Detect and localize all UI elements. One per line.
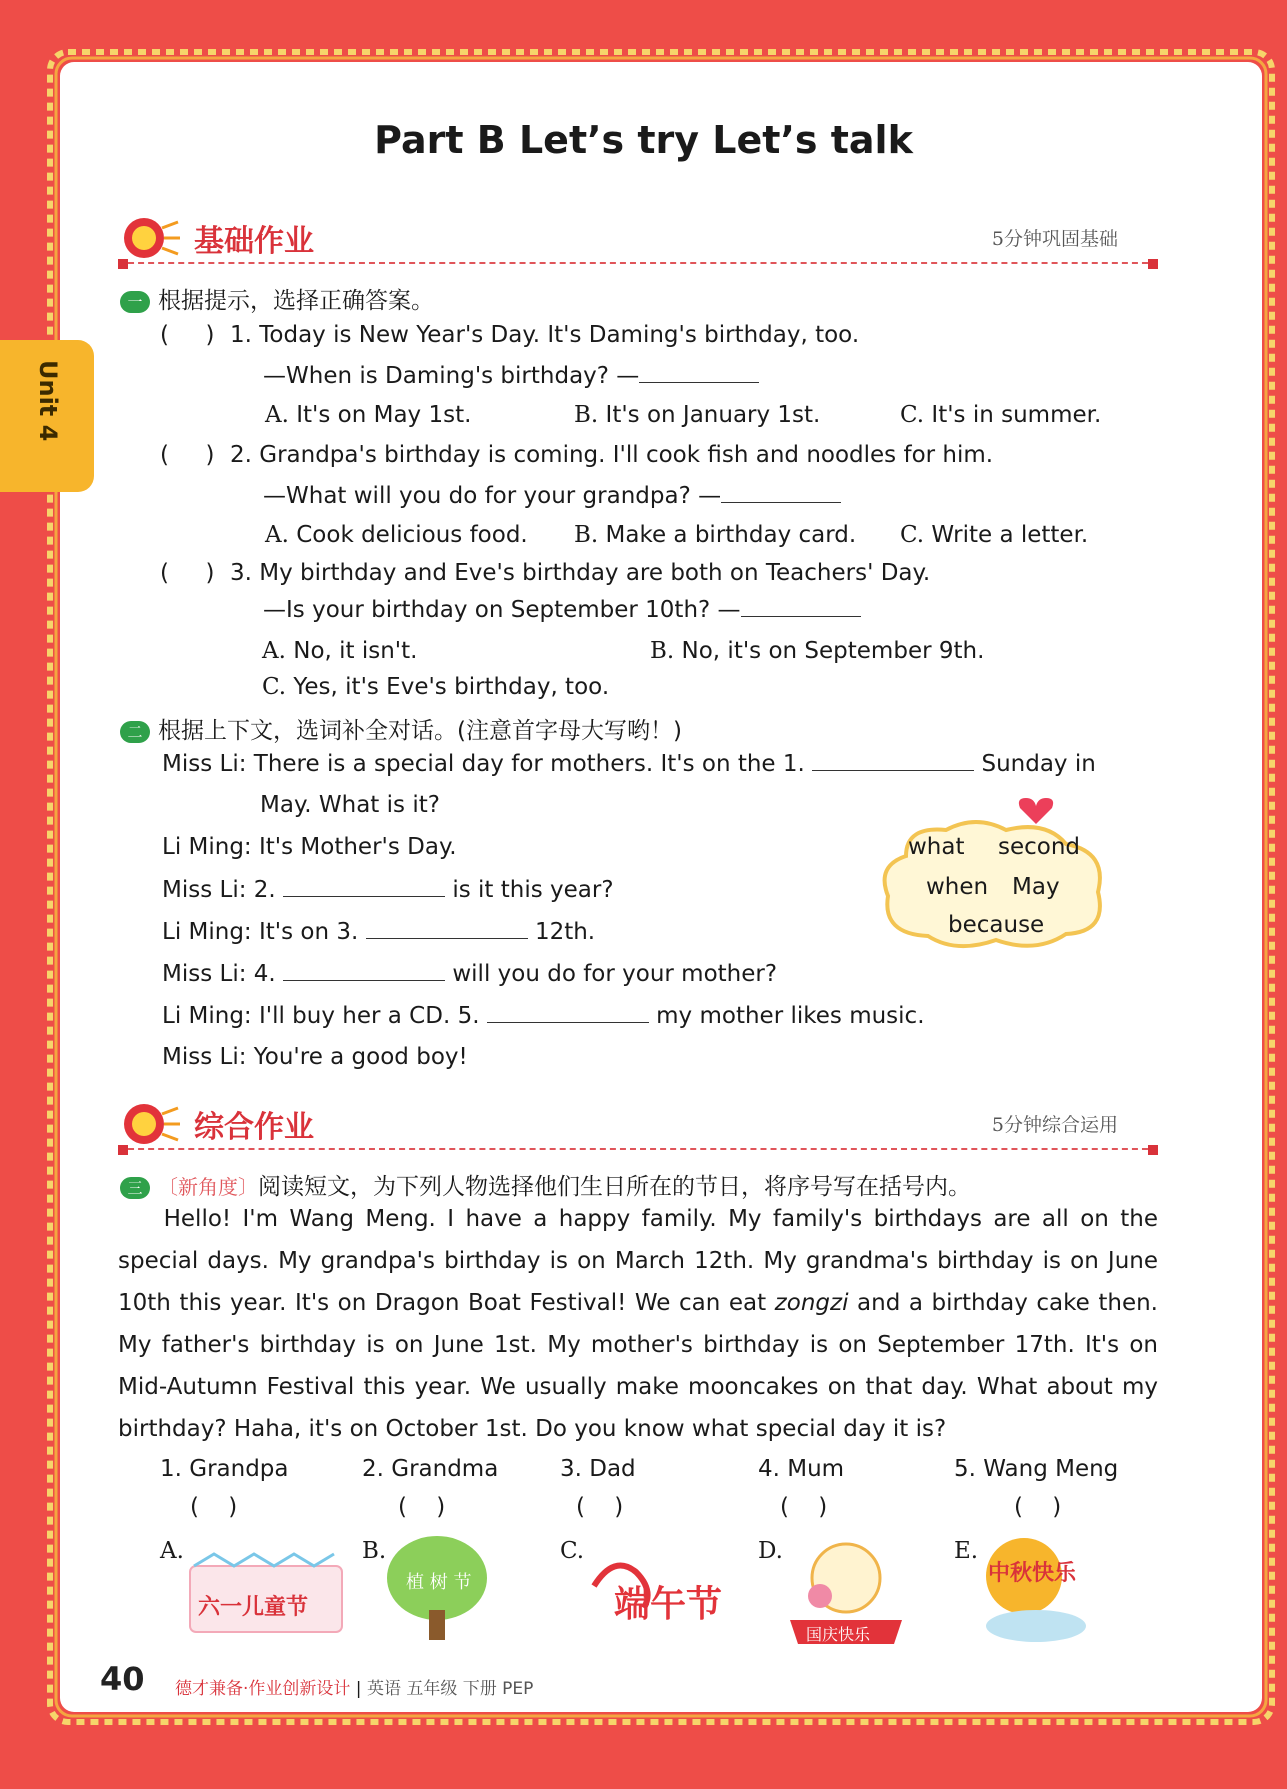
option-1c: C. It's in summer. — [900, 402, 1102, 428]
person-4: 4. Mum — [758, 1456, 845, 1482]
part3-instruction: 阅读短文，为下列人物选择他们生日所在的节日，将序号写在括号内。 — [258, 1174, 971, 1200]
dialog-line-3: Li Ming: It's Mother's Day. — [162, 834, 457, 860]
pic-letter-c: C. — [560, 1538, 585, 1564]
option-3c: C. Yes, it's Eve's birthday, too. — [262, 674, 610, 700]
section-comprehensive-label: 综合作业 — [194, 1110, 314, 1145]
dialog-line-4: Miss Li: 2. is it this year? — [162, 877, 614, 903]
unit-tab-label: Unit 4 — [34, 360, 62, 442]
option-3a: A. No, it isn't. — [262, 638, 418, 664]
option-2a: A. Cook delicious food. — [265, 522, 528, 548]
question-stem-3: 3. My birthday and Eve's birthday are both on Teachers' Day. — [230, 560, 931, 586]
question-dialog-1: —When is Daming's birthday? — — [263, 362, 759, 389]
word-what: what — [908, 834, 965, 860]
national-day-picture — [784, 1534, 908, 1646]
tree-planting-text: 植 树 节 — [406, 1572, 472, 1593]
option-1b: B. It's on January 1st. — [574, 402, 821, 428]
answer-paren-p4[interactable]: ( ) — [780, 1494, 828, 1520]
question-stem-1: 1. Today is New Year's Day. It's Daming's birthday, too. — [230, 322, 860, 348]
answer-paren-p5[interactable]: ( ) — [1014, 1494, 1062, 1520]
dragon-boat-text: 端午节 — [614, 1584, 723, 1625]
section-comprehensive-sub: 5分钟综合运用 — [991, 1114, 1118, 1136]
footer-brand: 德才兼备·作业创新设计 — [175, 1679, 351, 1699]
national-day-text: 国庆快乐 — [806, 1625, 871, 1644]
section-basic-sub: 5分钟巩固基础 — [991, 228, 1118, 250]
option-3b: B. No, it's on September 9th. — [650, 638, 985, 664]
word-bank-cloud — [876, 816, 1110, 954]
option-2b: B. Make a birthday card. — [574, 522, 857, 548]
person-1: 1. Grandpa — [160, 1456, 289, 1482]
footer-info: 德才兼备·作业创新设计 | 英语 五年级 下册 PEP — [175, 1679, 534, 1699]
answer-paren-2[interactable]: ( ) — [160, 442, 215, 468]
part1-heading — [120, 282, 434, 315]
tree-planting-day-picture — [382, 1532, 492, 1644]
dialog-line-6: Miss Li: 4. will you do for your mother? — [162, 961, 778, 987]
childrens-day-picture — [188, 1552, 344, 1634]
section-basic-header — [118, 212, 1158, 262]
pic-letter-a: A. — [160, 1538, 184, 1564]
part2-instruction: 根据上下文，选词补全对话。(注意首字母大写哟！) — [158, 718, 682, 744]
pic-letter-e: E. — [954, 1538, 979, 1564]
dialog-line-7: Li Ming: I'll buy her a CD. 5. my mother likes music. — [162, 1003, 925, 1029]
part3-number: 三 — [120, 1177, 150, 1199]
part3-tag: 〔新角度〕 — [158, 1175, 258, 1199]
dragon-boat-festival-picture — [584, 1546, 734, 1636]
person-5: 5. Wang Meng — [954, 1456, 1119, 1482]
part1-instruction: 根据提示，选择正确答案。 — [158, 288, 434, 314]
unit-tab — [0, 340, 94, 492]
question-dialog-2: —What will you do for your grandpa? — — [263, 482, 841, 509]
question-stem-2: 2. Grandpa's birthday is coming. I'll cook fish and noodles for him. — [230, 442, 994, 468]
childrens-day-text: 六一儿童节 — [198, 1595, 309, 1620]
person-3: 3. Dad — [560, 1456, 636, 1482]
option-1a: A. It's on May 1st. — [265, 402, 472, 428]
answer-paren-p1[interactable]: ( ) — [190, 1494, 238, 1520]
answer-paren-3[interactable]: ( ) — [160, 560, 215, 586]
reading-passage: Hello! I'm Wang Meng. I have a happy family. My family's birthdays are all on the special days. My grandpa's birthday is on March 12th. My grandma's birthday is on June 10th this year. It's on Dragon Boat Festival! We can eat zongzi and a birthday cake then. My father's birthday is on June 1st. My mother's birthday is on September 17th. It's on Mid-Autumn Festival this year. We usually make mooncakes on that day. What about my birthday? Haha, it's on October 1st. Do you know what special day it is? — [118, 1206, 1159, 1442]
page-title: Part B Let’s try Let’s talk — [374, 118, 913, 162]
person-2: 2. Grandma — [362, 1456, 499, 1482]
word-may: May — [1012, 874, 1060, 900]
word-when: when — [926, 874, 989, 900]
alarm-clock-icon — [118, 1098, 182, 1148]
pic-letter-d: D. — [758, 1538, 783, 1564]
dialog-line-8: Miss Li: You're a good boy! — [162, 1044, 468, 1070]
part3-heading — [120, 1168, 971, 1201]
option-2c: C. Write a letter. — [900, 522, 1089, 548]
alarm-clock-icon — [118, 212, 182, 262]
dialog-line-1: Miss Li: There is a special day for mothers. It's on the 1. Sunday in — [162, 751, 1096, 777]
part2-heading — [120, 712, 682, 745]
part1-number: 一 — [120, 291, 150, 313]
footer-book-info: 英语 五年级 下册 PEP — [366, 1679, 534, 1699]
answer-paren-p2[interactable]: ( ) — [398, 1494, 446, 1520]
heart-icon — [1016, 796, 1076, 826]
page-number: 40 — [100, 1660, 145, 1698]
answer-paren-1[interactable]: ( ) — [160, 322, 215, 348]
dialog-line-2: May. What is it? — [260, 792, 440, 818]
dialog-line-5: Li Ming: It's on 3. 12th. — [162, 919, 596, 945]
section-basic-label: 基础作业 — [194, 224, 314, 259]
answer-paren-p3[interactable]: ( ) — [576, 1494, 624, 1520]
word-because: because — [948, 912, 1045, 938]
part2-number: 二 — [120, 721, 150, 743]
question-dialog-3: —Is your birthday on September 10th? — — [263, 596, 861, 623]
pic-letter-b: B. — [362, 1538, 387, 1564]
word-second: second — [998, 834, 1081, 860]
mid-autumn-text: 中秋快乐 — [988, 1561, 1077, 1586]
section-comprehensive-header — [118, 1098, 1158, 1148]
mid-autumn-festival-picture — [980, 1534, 1090, 1646]
